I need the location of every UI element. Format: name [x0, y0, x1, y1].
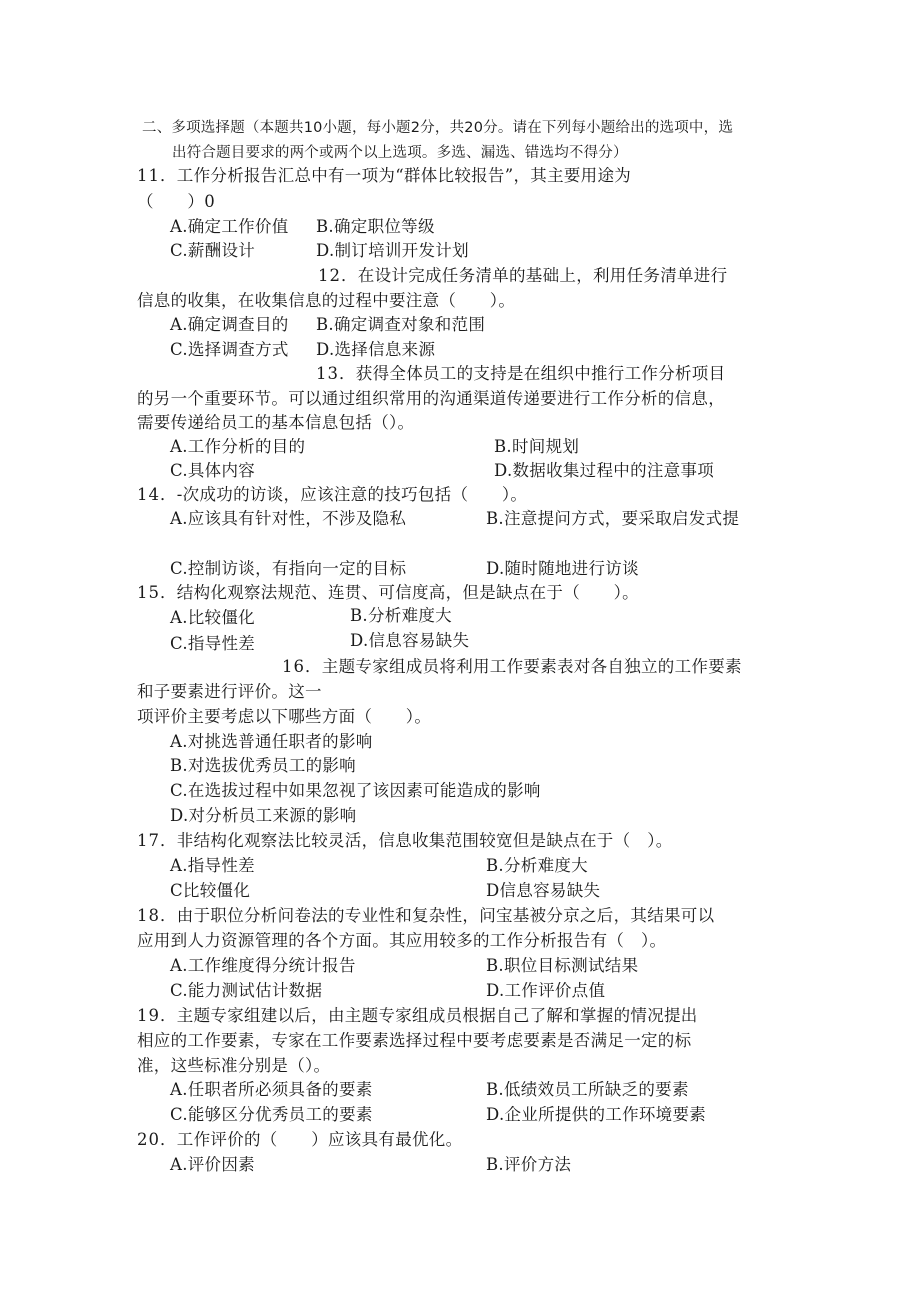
- question-stem: 18．由于职位分析问卷法的专业性和复杂性，问宝基被分京之后，其结果可以: [137, 906, 715, 925]
- option-a: A.工作分析的目的: [170, 437, 306, 456]
- option-d: D.数据收集过程中的注意事项: [494, 461, 715, 480]
- option-b: B.职位目标测试结果: [486, 956, 639, 975]
- option-a: A.确定调查目的: [170, 315, 289, 334]
- question-stem: 11．工作分析报告汇总中有一项为“群体比较报告”，其主要用途为: [137, 166, 632, 185]
- question-stem: 项评价主要考虑以下哪些方面（ ）。: [137, 707, 432, 726]
- option-b: B.注意提问方式，要采取启发式提: [486, 509, 740, 528]
- question-number: 16: [282, 657, 305, 676]
- question-stem: 20．工作评价的（ ）应该具有最优化。: [137, 1130, 463, 1149]
- option-b: B.确定调查对象和范围: [316, 315, 486, 334]
- option-b: B.分析难度大: [350, 606, 452, 625]
- option-a: A.应该具有针对性，不涉及隐私: [170, 509, 407, 528]
- option-b: B.对选拔优秀员工的影响: [170, 756, 356, 775]
- question-number: 19: [137, 1006, 160, 1025]
- question-number: 15: [137, 583, 160, 602]
- question-stem: 12．在设计完成任务清单的基础上，利用任务清单进行: [318, 266, 728, 285]
- section-header-line-1: 二、多项选择题（本题共10小题，每小题2分，共20分。请在下列每小题给出的选项中，选: [142, 120, 734, 136]
- option-a: A.指导性差: [170, 856, 255, 875]
- option-b: B.评价方法: [486, 1155, 572, 1174]
- question-number: 12: [318, 266, 341, 285]
- question-number: 20: [137, 1130, 160, 1149]
- option-c: C.能力测试估计数据: [170, 981, 323, 1000]
- option-a: A.对挑选普通任职者的影响: [170, 732, 373, 751]
- question-stem: 应用到人力资源管理的各个方面。其应用较多的工作分析报告有（ ）。: [137, 931, 667, 950]
- option-d: D.信息容易缺失: [350, 631, 470, 650]
- question-number: 17: [137, 831, 160, 850]
- question-number: 14: [137, 485, 160, 504]
- question-stem: （ ）0: [137, 192, 215, 211]
- option-c: C.指导性差: [170, 634, 256, 653]
- option-c: C.在选拔过程中如果忽视了该因素可能造成的影响: [170, 781, 541, 800]
- option-a: A.工作维度得分统计报告: [170, 956, 356, 975]
- question-stem: 16．主题专家组成员将利用工作要素表对各自独立的工作要素: [282, 657, 742, 676]
- question-stem: 和子要素进行评价。这一: [137, 682, 322, 701]
- option-d: D.企业所提供的工作环境要素: [486, 1105, 707, 1124]
- option-a: A.评价因素: [170, 1155, 255, 1174]
- question-stem: 准，这些标准分别是（）。: [137, 1056, 331, 1075]
- section-header-line-2: 出符合题目要求的两个或两个以上选项。多选、漏选、错选均不得分）: [172, 145, 628, 161]
- option-a: A.确定工作价值: [170, 217, 289, 236]
- option-c: C.控制访谈，有指向一定的目标: [170, 559, 407, 578]
- question-stem: 的另一个重要环节。可以通过组织常用的沟通渠道传递要进行工作分析的信息，: [137, 389, 725, 408]
- option-c: C.薪酬设计: [170, 241, 256, 260]
- option-d: D.随时随地进行访谈: [486, 559, 639, 578]
- question-stem: 17．非结构化观察法比较灵活，信息收集范围较宽但是缺点在于（ ）。: [137, 831, 673, 850]
- option-b: B.低绩效员工所缺乏的要素: [486, 1080, 689, 1099]
- question-stem: 14．-次成功的访谈，应该注意的技巧包括（ ）。: [137, 485, 528, 504]
- question-number: 18: [137, 906, 160, 925]
- question-stem: 需要传递给员工的基本信息包括（）。: [137, 413, 415, 432]
- question-stem: 13．获得全体员工的支持是在组织中推行工作分析项目: [316, 364, 726, 383]
- option-d: D.工作评价点值: [486, 981, 606, 1000]
- question-stem: 相应的工作要素，专家在工作要素选择过程中要考虑要素是否满足一定的标: [137, 1031, 692, 1050]
- option-c: C.选择调查方式: [170, 340, 289, 359]
- option-d: D.选择信息来源: [316, 340, 436, 359]
- question-number: 11: [137, 166, 160, 185]
- option-c: C比较僵化: [170, 881, 251, 900]
- option-b: B.时间规划: [494, 437, 580, 456]
- option-d: D.制订培训开发计划: [316, 241, 469, 260]
- question-stem: 15．结构化观察法规范、连贯、可信度高，但是缺点在于（ ）。: [137, 583, 639, 602]
- question-number: 13: [316, 364, 339, 383]
- question-stem: 19．主题专家组建以后，由主题专家组成员根据自己了解和掌握的情况提出: [137, 1006, 698, 1025]
- option-c: C.能够区分优秀员工的要素: [170, 1105, 373, 1124]
- option-a: A.任职者所必须具备的要素: [170, 1080, 373, 1099]
- option-a: A.比较僵化: [170, 608, 255, 627]
- option-d: D信息容易缺失: [486, 881, 601, 900]
- option-b: B.分析难度大: [486, 856, 588, 875]
- option-d: D.对分析员工来源的影响: [170, 806, 357, 825]
- question-stem: 信息的收集，在收集信息的过程中要注意（ ）。: [137, 291, 516, 310]
- option-b: B.确定职位等级: [316, 217, 435, 236]
- option-c: C.具体内容: [170, 461, 256, 480]
